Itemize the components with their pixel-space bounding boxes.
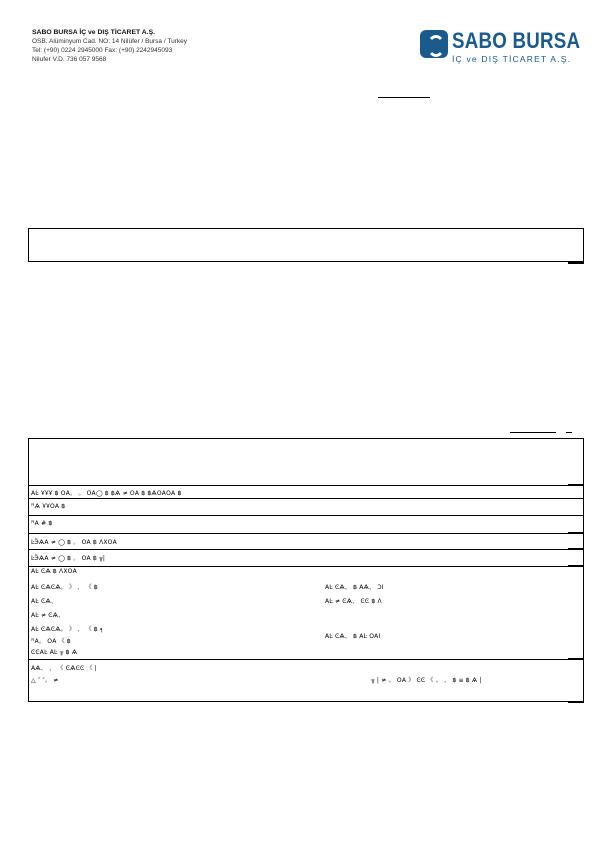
- table-row: [29, 549, 583, 550]
- row-label: АĿ ϾѦϾѦ。 》 、 《 ฿ ╕: [31, 626, 104, 633]
- company-name: SABO BURSA İÇ ve DIŞ TİCARET A.Ş.: [32, 29, 155, 36]
- company-logo: [420, 28, 581, 68]
- row-tick: [568, 565, 584, 567]
- logo-subtitle: İÇ ve DIŞ TİCARET A.Ş.: [452, 54, 572, 64]
- row-label: АĿ ϾѦϾѦ。 》 、 《 ฿: [31, 584, 98, 591]
- row-value: АĿ ϾѦ、 ฿ АĿ ОАІ: [325, 633, 381, 640]
- row-label: АĿ ϾѦ ฿ ΛХОА: [31, 568, 77, 575]
- company-info-block: [32, 28, 187, 64]
- row-label: △ ″ ″。 ≠: [31, 677, 59, 684]
- row-label: АѦ、 、 《 ϾѦϾϾ 《 |: [31, 665, 97, 672]
- form-table: [28, 438, 584, 702]
- table-row: [29, 498, 583, 499]
- row-label: ꟸА。 ОА 《 ฿: [31, 638, 71, 645]
- row-tick: [568, 658, 584, 660]
- table-header-line: [510, 432, 556, 433]
- row-tick: [568, 532, 584, 534]
- row-label: ĿӬѦА ≠ ◯ ฿ 。 ОА ฿ ΛХОА: [31, 539, 117, 546]
- subject-box-accent: [568, 262, 584, 264]
- table-row: [29, 533, 583, 534]
- table-row: [29, 515, 583, 516]
- row-tick: [568, 701, 584, 703]
- row-value: АĿ ϾѦ、 ฿ АѦ、 ϽІ: [325, 584, 384, 591]
- table-header-line-short: [566, 432, 572, 433]
- table-row: [29, 485, 583, 486]
- table-row: [29, 566, 583, 567]
- row-value: ╥ | ≠ 。 ОА 》 ϾϾ 《 。 、 ฿ ≡ ฿ Ѧ |: [371, 677, 482, 684]
- company-tax-number: Nilufer V.D. 736 057 9568: [32, 56, 107, 63]
- company-address: OSB. Alüminyum Cad. NO: 14 Nilüfer / Bursa / Turkey: [32, 38, 187, 45]
- company-phone: Tel: (+90) 0224 2945000 Fax: (+90) 2242945093: [32, 47, 173, 54]
- row-label: АĿ ϾѦ、: [31, 598, 58, 605]
- table-row: [29, 659, 583, 660]
- row-label: AĿ ҰҰҰ ฿ ОА。 。 ОА◯ ฿ ฿Ѧ ≠ ОА ฿ ฿ѦОАОА ฿: [31, 490, 182, 497]
- row-label: ĿӬѦА ≠ ◯ ฿ 。 ОА ฿ ╥|: [31, 555, 106, 562]
- row-label: ϾϾАĿ АĿ ╥ ฿ Ѧ: [31, 649, 78, 656]
- row-value: АĿ ≠ ϾѦ、 ϾϾ ฿ Λ: [325, 598, 382, 605]
- row-label: АĿ ≠ ϾѦ、: [31, 612, 65, 619]
- header-underline: [378, 97, 430, 98]
- row-label: ꟸѦ ҰҰОА ฿: [31, 503, 66, 510]
- row-tick: [568, 484, 584, 486]
- subject-box: [28, 228, 584, 262]
- logo-title: SABO BURSA: [452, 28, 581, 53]
- row-label: ꟸА # ฿: [31, 520, 53, 527]
- row-tick: [568, 548, 584, 550]
- logo-mark-icon: [420, 30, 448, 58]
